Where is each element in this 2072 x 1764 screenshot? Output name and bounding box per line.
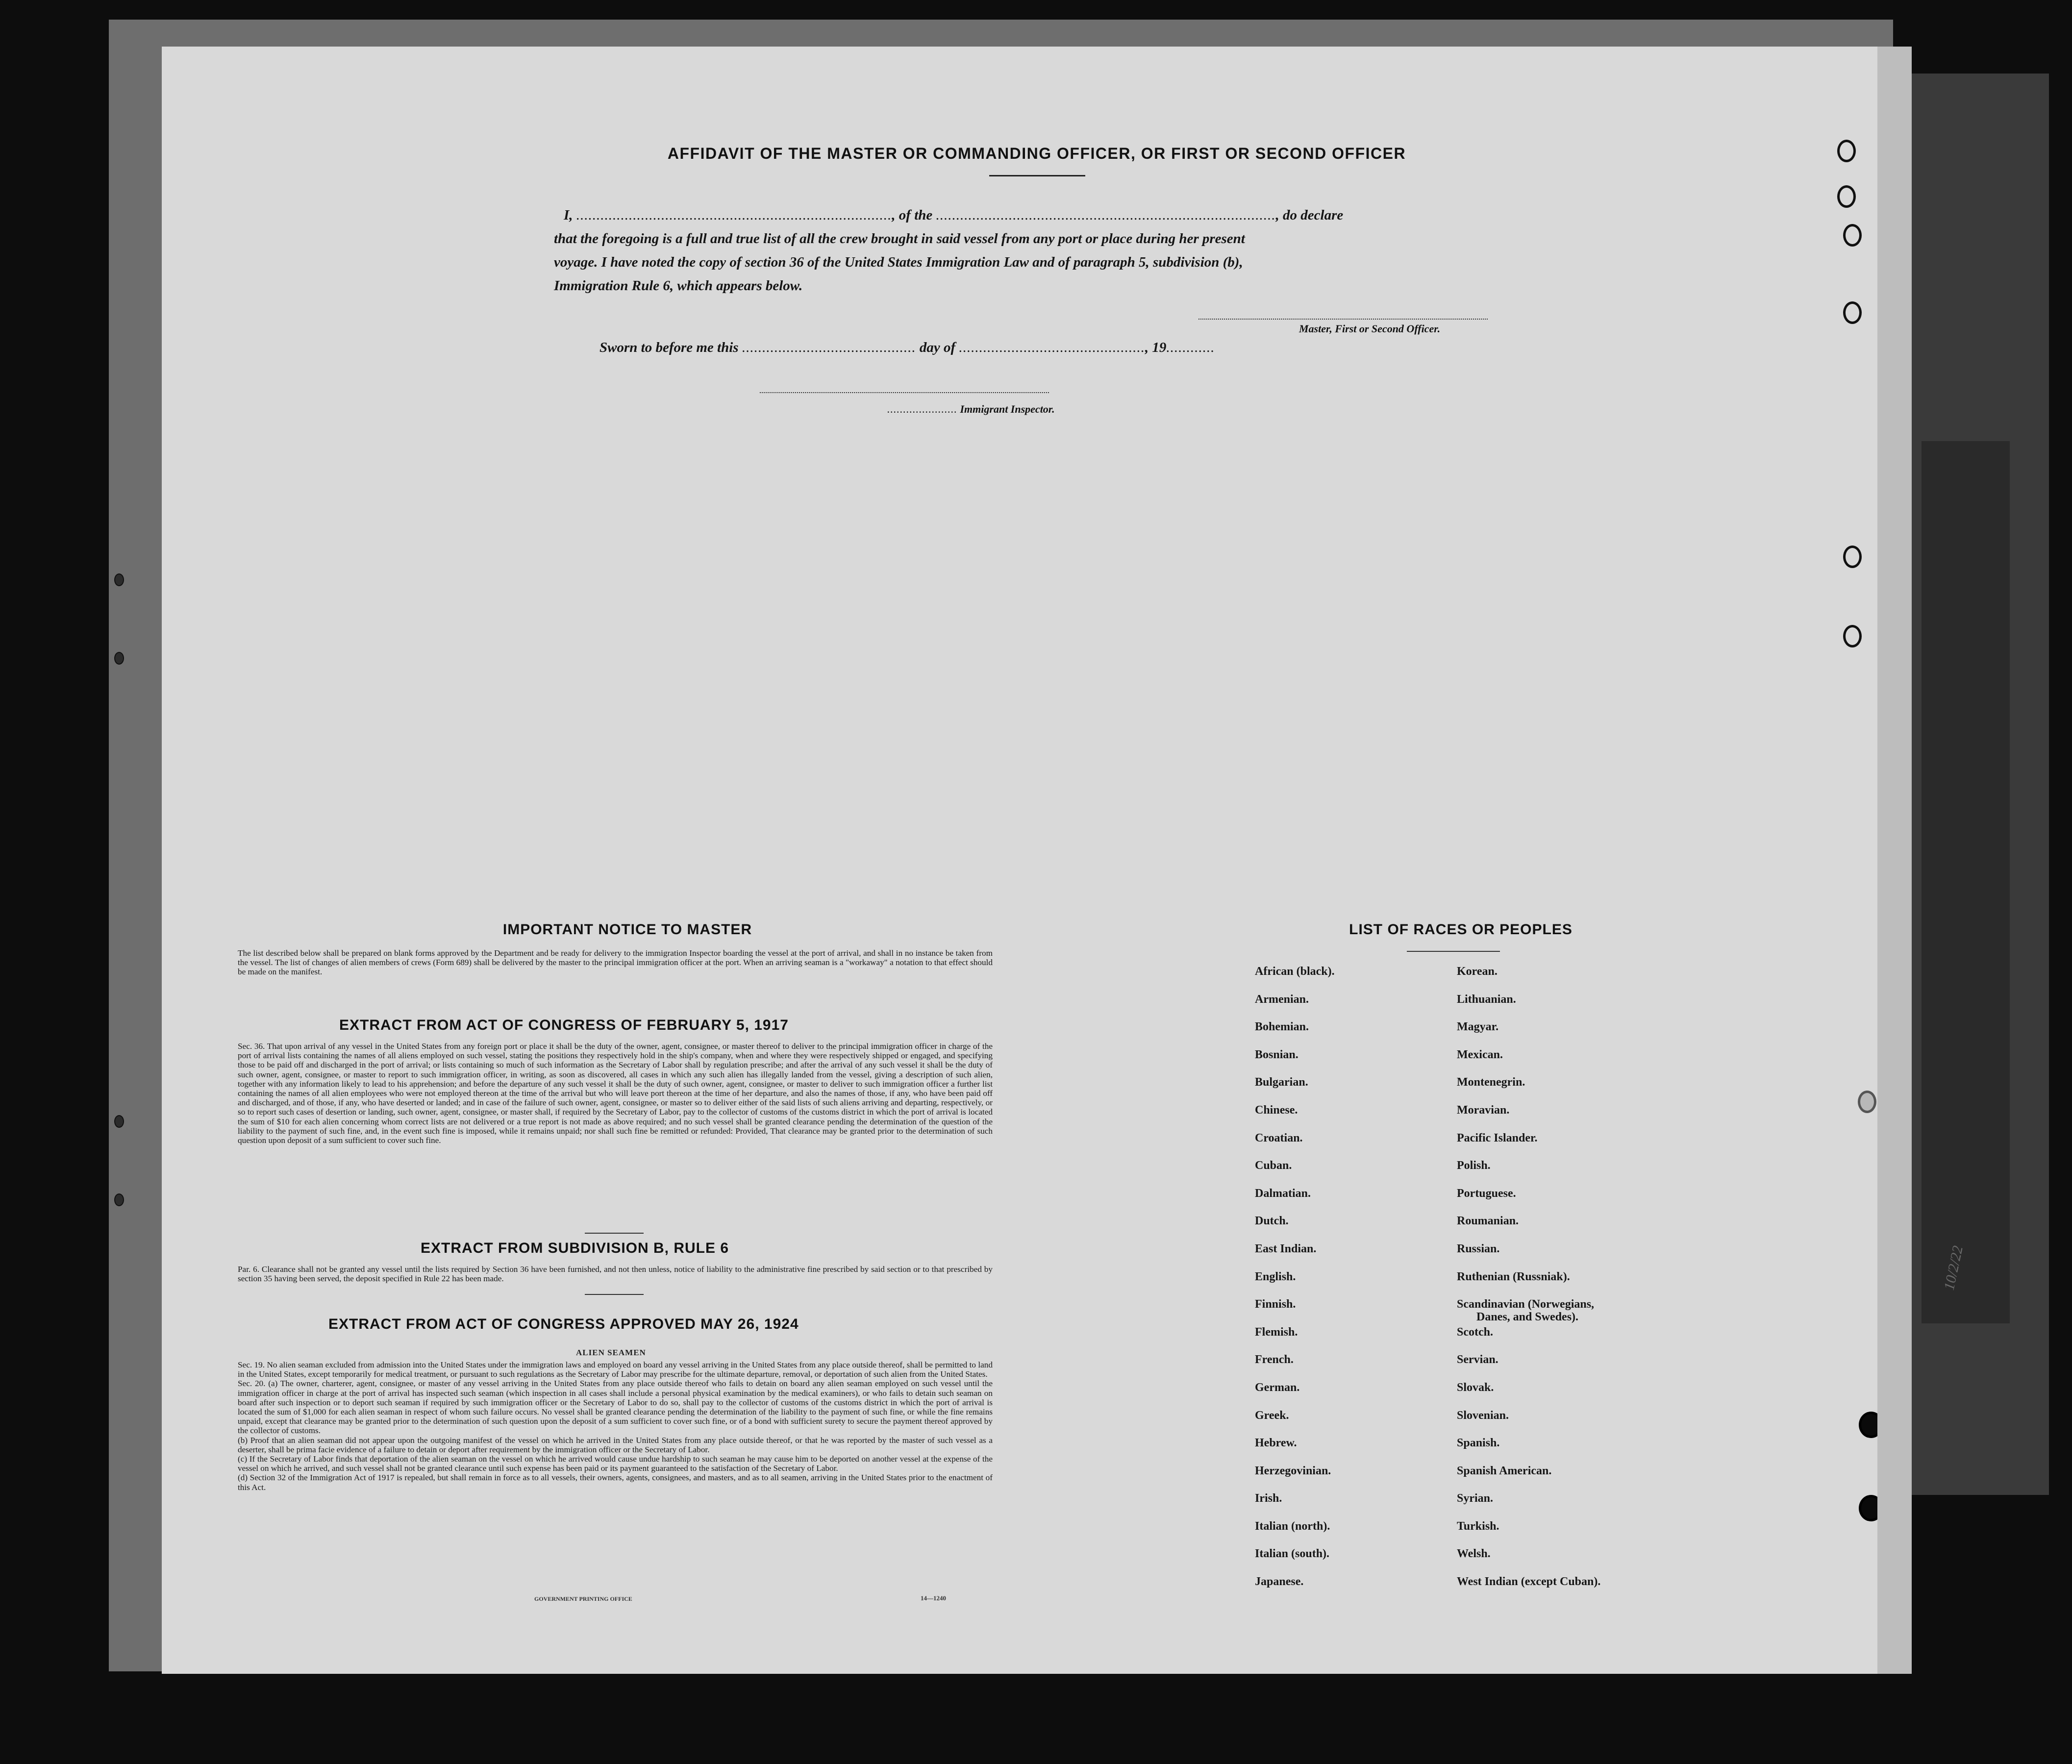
extract-rule6-title: EXTRACT FROM SUBDIVISION B, RULE 6	[421, 1240, 729, 1256]
race-item: Russian.	[1457, 1242, 1500, 1255]
race-item: Portuguese.	[1457, 1187, 1516, 1200]
race-item: East Indian.	[1255, 1242, 1317, 1255]
sworn-day-of: day of	[919, 340, 956, 355]
race-item: Armenian.	[1255, 993, 1309, 1006]
extract-1924-text	[238, 1360, 993, 1492]
section-20a-text: Sec. 20. (a) The owner, charterer, agent, consignee, or master of any vessel arriving in the United States from any place outside thereof who fails to detain on board any alien seaman employed on such vessel until the immigration officer in charge at the port of arrival has inspected such seaman (which inspection in all cases shall include a personal physical examination by the medical examiners), or who fails to detain such seaman on board after such inspection or to deport such seaman if required by such immigration officer or the Secretary of Labor to do so, shall pay to the collector of customs of the customs district in which the port of arrival is located the sum of $1,000 for each alien seaman in respect of whom such failure occurs. No vessel shall be granted clearance pending the determination of the liability to the payment of such fine, or while the fine remains unpaid, except that clearance may be granted prior to the determination of such question upon the deposit of a sum sufficient to cover such fine, or of a bond with sufficient surety to secure the payment thereof approved by the collector of customs.	[238, 1379, 993, 1436]
extract-1917-title: EXTRACT FROM ACT OF CONGRESS OF FEBRUARY 5, 1917	[339, 1017, 789, 1033]
race-item: West Indian (except Cuban).	[1457, 1575, 1601, 1589]
race-item: Slovenian.	[1457, 1409, 1509, 1422]
inspector-label-text: Immigrant Inspector.	[960, 403, 1055, 415]
notice-title: IMPORTANT NOTICE TO MASTER	[502, 921, 752, 938]
title-rule	[989, 175, 1085, 176]
races-rule	[1407, 951, 1500, 952]
race-item: Slovak.	[1457, 1381, 1494, 1394]
race-item: Magyar.	[1457, 1020, 1499, 1034]
affidavit-title: AFFIDAVIT OF THE MASTER OR COMMANDING OFFICER, OR FIRST OR SECOND OFFICER	[667, 145, 1406, 162]
section-20d-text: (d) Section 32 of the Immigration Act of 1917 is repealed, but shall remain in force as to all vessels, their owners, agents, consignees, and masters, and as to all seamen, arriving in the United States prior to the enactment of this Act.	[238, 1473, 993, 1492]
race-item: Hebrew.	[1255, 1437, 1297, 1450]
day-blank: ...........................................	[742, 340, 916, 355]
year-blank: ............	[1166, 340, 1215, 355]
section-rule	[585, 1233, 644, 1234]
race-item: Syrian.	[1457, 1492, 1494, 1505]
inspector-blank: ......................	[887, 403, 957, 415]
inspector-signature-line	[760, 392, 1049, 393]
race-item: Flemish.	[1255, 1325, 1298, 1339]
extract-1917-text: Sec. 36. That upon arrival of any vessel in the United States from any foreign port or place it shall be the duty of the owner, agent, consignee, or master thereof to deliver to the principal immigration officer in charge of the port of arrival lists containing the names of all aliens employed on such vessel, stating the positions they respectively hold in the ship's company, when and where they were respectively shipped or engaged, and specifying those to be paid off and discharged in the port of arrival; or lists containing so much of such information as the Secretary of Labor shall by regulation prescribe; and after the arrival of any such vessel it shall be the duty of such owner, agent, consignee, or master to report to such immigration officer, in writing, as soon as discovered, all cases in which any such alien has illegally landed from the vessel, giving a description of such alien, together with any information likely to lead to his apprehension; and before the departure of any such vessel it shall be the duty of such owner, agent, consignee, or master to deliver to such immigration officer a further list containing the names of all alien employees who were not employed thereon at the time of the arrival but who will leave port thereon at the time of her departure, and also the names of those, if any, who have been paid off and discharged, and of those, if any, who have deserted or landed; and in case of the failure of such owner, agent, consignee, or master so to deliver either of the said lists of such aliens arriving and departing, respectively, or so to report such cases of desertion or landing, such owner, agent, consignee, or master shall, if required by the Secretary of Labor, pay to the collector of customs of the customs district in which the port of arrival is located the sum of $10 for each alien concerning whom correct lists are not delivered or a true report is not made as above required; and no such vessel shall be granted clearance pending the determination of the question of the liability to the payment of such fine, and, in the event such fine is imposed, while it remains unpaid; nor shall such fine be remitted or refunded: Provided, That clearance may be granted prior to the determination of such question upon deposit of a sum sufficient to cover such fine.	[238, 1042, 993, 1145]
sworn-prefix: Sworn to before me this	[599, 340, 739, 355]
race-item: Turkish.	[1457, 1519, 1499, 1533]
race-item: Chinese.	[1255, 1103, 1298, 1117]
master-signature-line	[1198, 319, 1488, 320]
race-item: Montenegrin.	[1457, 1076, 1525, 1089]
declaration-line-3: voyage. I have noted the copy of section 36 of the United States Immigration Law and of paragraph 5, subdivision (b),	[554, 254, 1243, 270]
race-item: Scotch.	[1457, 1325, 1493, 1339]
race-item: Bosnian.	[1255, 1048, 1298, 1061]
affidavit-text	[554, 203, 1681, 298]
printer-imprint: GOVERNMENT PRINTING OFFICE	[534, 1595, 632, 1602]
declaration-declare: , do declare	[1275, 207, 1344, 223]
race-item: Bohemian.	[1255, 1020, 1309, 1034]
binder-rivet	[114, 652, 124, 665]
punch-hole	[1859, 1412, 1883, 1438]
race-item: Finnish.	[1255, 1298, 1296, 1311]
race-item: Mexican.	[1457, 1048, 1503, 1061]
race-item: Pacific Islander.	[1457, 1131, 1538, 1144]
race-item: Greek.	[1255, 1409, 1289, 1422]
race-item: Danes, and Swedes).	[1476, 1311, 1579, 1324]
vessel-blank: ....................................................................................	[936, 207, 1276, 223]
race-item: English.	[1255, 1270, 1296, 1283]
race-item: Herzegovinian.	[1255, 1464, 1331, 1477]
race-item: Spanish American.	[1457, 1464, 1552, 1477]
binder-shadow	[1922, 441, 2010, 1323]
race-item: French.	[1255, 1353, 1294, 1366]
declaration-line-2: that the foregoing is a full and true list of all the crew brought in said vessel from any port or place during her present	[554, 231, 1245, 247]
inspector-signature-label	[887, 403, 1055, 416]
races-list-left	[1255, 966, 1335, 1604]
race-item: Japanese.	[1255, 1575, 1304, 1589]
declaration-line-4: Immigration Rule 6, which appears below.	[554, 278, 803, 294]
name-blank: ..............................................................................	[576, 207, 892, 223]
race-item: Spanish.	[1457, 1437, 1500, 1450]
binder-rivet	[114, 1193, 124, 1206]
section-20c-text: (c) If the Secretary of Labor finds that deportation of the alien seaman on the vessel on which he arrived would cause undue hardship to such seaman he may cause him to be deported on another vessel at the expense of the vessel on which he arrived, and such vessel shall not be granted clearance until such expense has been paid or its payment guaranteed to the satisfaction of the Secretary of Labor.	[238, 1454, 993, 1473]
race-item: Ruthenian (Russniak).	[1457, 1270, 1570, 1283]
punch-hole	[1843, 546, 1862, 568]
race-item: Italian (north).	[1255, 1519, 1330, 1533]
race-item: Polish.	[1457, 1159, 1491, 1172]
sworn-year: , 19	[1145, 340, 1167, 355]
race-item: Irish.	[1255, 1492, 1282, 1505]
section-19-text: Sec. 19. No alien seaman excluded from admission into the United States under the immigration laws and employed on board any vessel arriving in the United States from any place outside thereof, shall be permitted to land in the United States, except temporarily for medical treatment, or pursuant to such regulations as the Secretary of Labor may prescribe for the ultimate departure, removal, or deportation of such alien from the United States.	[238, 1360, 993, 1379]
punch-hole	[1837, 185, 1856, 208]
alien-seamen-subtitle: ALIEN SEAMEN	[576, 1348, 646, 1357]
margin-handwritten-note: 10/2/22	[1941, 1244, 1967, 1292]
race-item: Servian.	[1457, 1353, 1498, 1366]
race-item: Welsh.	[1457, 1547, 1491, 1561]
master-signature-label: Master, First or Second Officer.	[1299, 323, 1441, 335]
binder-rivet	[114, 1115, 124, 1128]
race-item: Bulgarian.	[1255, 1076, 1308, 1089]
extract-1924-title: EXTRACT FROM ACT OF CONGRESS APPROVED MAY 26, 1924	[328, 1316, 799, 1332]
punch-hole	[1837, 140, 1856, 162]
race-item: Dalmatian.	[1255, 1187, 1311, 1200]
races-list-right	[1457, 966, 1600, 1604]
declaration-line	[554, 203, 1681, 227]
punch-hole	[1843, 301, 1862, 324]
punch-hole	[1843, 625, 1862, 647]
race-item: German.	[1255, 1381, 1300, 1394]
form-number: 14—1240	[921, 1594, 946, 1602]
declaration-of-the: , of the	[892, 207, 933, 223]
extract-rule6-text: Par. 6. Clearance shall not be granted any vessel until the lists required by Section 36 have been furnished, and not then unless, notice of liability to the administrative fine prescribed by said section or to that prescribed by section 35 having been served, the deposit specified in Rule 22 has been made.	[238, 1265, 993, 1284]
race-item: Korean.	[1457, 965, 1498, 978]
notice-text: The list described below shall be prepared on blank forms approved by the Department and be ready for delivery to the immigration Inspector boarding the vessel at the port of arrival, and shall in no instance be taken from the vessel. The list of changes of alien members of crews (Form 689) shall be delivered by the master to the principal immigration officer at the port. When an arriving seaman is a "workaway" a notation to that effect should be made on the manifest.	[238, 948, 993, 977]
manifest-page	[162, 47, 1912, 1674]
race-item: Moravian.	[1457, 1103, 1510, 1117]
race-item: Italian (south).	[1255, 1547, 1330, 1561]
punch-hole	[1858, 1091, 1876, 1113]
races-title: LIST OF RACES OR PEOPLES	[1349, 921, 1573, 938]
declaration-i: I,	[564, 207, 573, 223]
race-item: Dutch.	[1255, 1215, 1289, 1228]
punch-hole	[1843, 224, 1862, 247]
month-blank: ..............................................	[959, 340, 1145, 355]
race-item: African (black).	[1255, 965, 1335, 978]
race-item: Croatian.	[1255, 1131, 1303, 1144]
race-item: Cuban.	[1255, 1159, 1292, 1172]
race-item: Lithuanian.	[1457, 993, 1516, 1006]
binder-rivet	[114, 573, 124, 586]
section-rule	[585, 1294, 644, 1295]
punch-hole	[1859, 1495, 1883, 1521]
race-item: Scandinavian (Norwegians,	[1457, 1298, 1595, 1311]
sworn-statement	[599, 340, 1215, 356]
race-item: Roumanian.	[1457, 1215, 1519, 1228]
section-20b-text: (b) Proof that an alien seaman did not appear upon the outgoing manifest of the vessel on which he arrived in the United States from any place outside thereof, or that he was reported by the master of such vessel as a deserter, shall be prima facie evidence of a failure to detain or deport after requirement by the immigration officer or the Secretary of Labor.	[238, 1435, 993, 1454]
